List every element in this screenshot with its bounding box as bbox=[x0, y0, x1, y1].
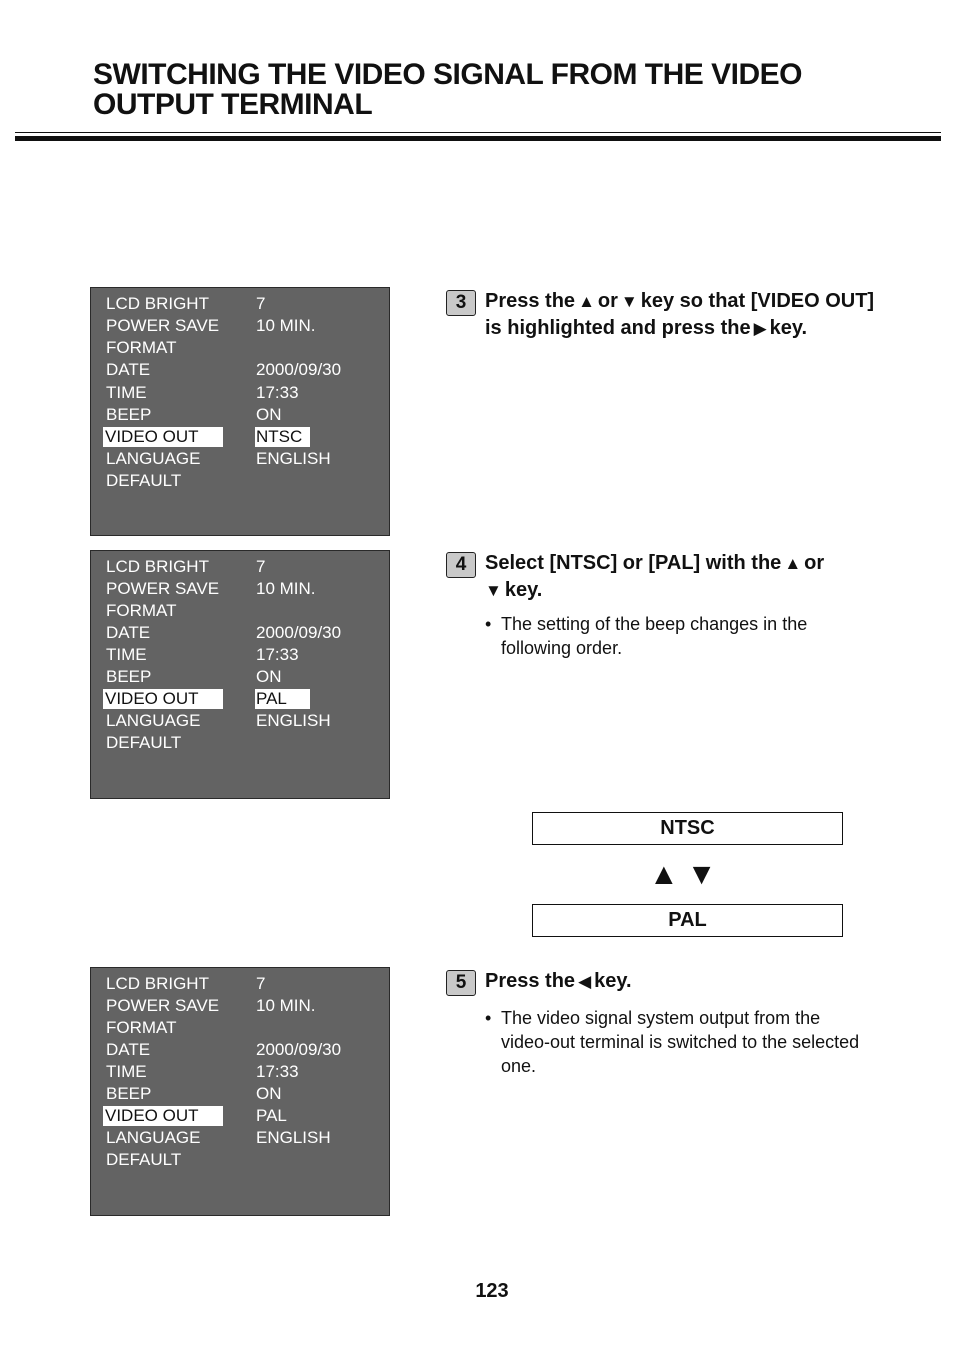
menu-value: 7 bbox=[256, 557, 266, 576]
menu-label: POWER SAVE bbox=[106, 579, 220, 598]
right-triangle-icon: ▶ bbox=[753, 319, 767, 338]
bullet-note bbox=[485, 1006, 865, 1078]
pal-box: PAL bbox=[532, 904, 843, 937]
menu-screen-3 bbox=[90, 967, 390, 1216]
menu-row bbox=[91, 974, 389, 994]
menu-label: BEEP bbox=[106, 667, 152, 686]
menu-label: VIDEO OUT bbox=[103, 1106, 223, 1126]
menu-label: TIME bbox=[106, 383, 147, 402]
title-rule-thick bbox=[15, 136, 941, 141]
menu-label: VIDEO OUT bbox=[103, 689, 223, 709]
step-text: key. bbox=[594, 970, 632, 992]
menu-row bbox=[91, 733, 389, 753]
menu-label: FORMAT bbox=[106, 338, 177, 357]
menu-label: DATE bbox=[106, 360, 151, 379]
menu-value: 10 MIN. bbox=[256, 316, 316, 335]
step-instruction bbox=[485, 968, 895, 995]
menu-label: FORMAT bbox=[106, 1018, 177, 1037]
menu-label: LCD BRIGHT bbox=[106, 294, 209, 313]
step-text: Press the bbox=[485, 290, 576, 312]
menu-label: LANGUAGE bbox=[106, 711, 201, 730]
menu-value: PAL bbox=[256, 1106, 287, 1125]
step-number: 5 bbox=[446, 970, 476, 996]
menu-row-highlighted bbox=[91, 689, 389, 709]
bullet-text: The setting of the beep changes in the following order. bbox=[501, 614, 808, 658]
bullet-icon: • bbox=[485, 1008, 492, 1028]
menu-screen-1 bbox=[90, 287, 390, 536]
menu-row bbox=[91, 1128, 389, 1148]
bullet-note bbox=[485, 612, 865, 660]
step-text: Select [NTSC] or [PAL] with the bbox=[485, 552, 782, 574]
menu-row-highlighted bbox=[91, 427, 389, 447]
menu-label: LCD BRIGHT bbox=[106, 557, 209, 576]
up-triangle-icon: ▲ bbox=[578, 292, 595, 311]
step-text: key. bbox=[769, 317, 808, 339]
page-number: 123 bbox=[475, 1280, 509, 1302]
menu-value: ENGLISH bbox=[256, 711, 331, 730]
menu-row bbox=[91, 667, 389, 687]
page-title: SWITCHING THE VIDEO SIGNAL FROM THE VIDEO OUTPUT TERMINAL bbox=[93, 58, 802, 121]
menu-row bbox=[91, 360, 389, 380]
menu-label: DEFAULT bbox=[106, 1150, 182, 1169]
menu-row bbox=[91, 1084, 389, 1104]
menu-label: POWER SAVE bbox=[106, 996, 220, 1015]
menu-row bbox=[91, 1150, 389, 1170]
menu-label: DEFAULT bbox=[106, 733, 182, 752]
menu-value-selected: PAL bbox=[255, 689, 310, 709]
menu-row bbox=[91, 1018, 389, 1038]
menu-row bbox=[91, 405, 389, 425]
step-instruction bbox=[485, 288, 895, 342]
step-text: or bbox=[804, 552, 825, 574]
bullet-icon: • bbox=[485, 614, 492, 634]
step-number: 4 bbox=[446, 552, 476, 578]
menu-row bbox=[91, 1040, 389, 1060]
menu-label: DATE bbox=[106, 1040, 151, 1059]
menu-row bbox=[91, 579, 389, 599]
menu-label: LCD BRIGHT bbox=[106, 974, 209, 993]
menu-value: 10 MIN. bbox=[256, 996, 316, 1015]
menu-label: TIME bbox=[106, 1062, 147, 1081]
menu-value: 7 bbox=[256, 974, 266, 993]
menu-screen-2 bbox=[90, 550, 390, 799]
menu-label: LANGUAGE bbox=[106, 449, 201, 468]
menu-label: BEEP bbox=[106, 405, 152, 424]
menu-row bbox=[91, 449, 389, 469]
up-triangle-icon: ▲ bbox=[649, 858, 679, 891]
menu-label: DEFAULT bbox=[106, 471, 182, 490]
menu-label: POWER SAVE bbox=[106, 316, 220, 335]
step-number: 3 bbox=[446, 290, 476, 316]
step-text: key so that [VIDEO OUT] is highlighted and press the bbox=[485, 290, 875, 339]
down-triangle-icon: ▼ bbox=[485, 581, 502, 600]
menu-value-selected: NTSC bbox=[255, 427, 310, 447]
menu-value: 10 MIN. bbox=[256, 579, 316, 598]
menu-label: BEEP bbox=[106, 1084, 152, 1103]
menu-value: ENGLISH bbox=[256, 449, 331, 468]
bullet-text: The video signal system output from the video-out terminal is switched to the selected one. bbox=[501, 1008, 860, 1076]
menu-label: DATE bbox=[106, 623, 151, 642]
menu-value: 2000/09/30 bbox=[256, 1040, 342, 1059]
menu-label: FORMAT bbox=[106, 601, 177, 620]
toggle-arrows bbox=[645, 858, 720, 892]
menu-value: 17:33 bbox=[256, 383, 299, 402]
menu-value: 17:33 bbox=[256, 1062, 299, 1081]
menu-row bbox=[91, 711, 389, 731]
menu-label: VIDEO OUT bbox=[103, 427, 223, 447]
menu-row bbox=[91, 338, 389, 358]
menu-row bbox=[91, 383, 389, 403]
menu-row-highlighted bbox=[91, 1106, 389, 1126]
menu-row bbox=[91, 601, 389, 621]
ntsc-box: NTSC bbox=[532, 812, 843, 845]
step-instruction bbox=[485, 550, 895, 604]
step-text: or bbox=[597, 290, 618, 312]
menu-label: TIME bbox=[106, 645, 147, 664]
menu-label: LANGUAGE bbox=[106, 1128, 201, 1147]
step-text: Press the bbox=[485, 970, 576, 992]
left-triangle-icon: ◀ bbox=[578, 972, 592, 991]
menu-value: 17:33 bbox=[256, 645, 299, 664]
down-triangle-icon: ▼ bbox=[620, 292, 638, 311]
menu-row bbox=[91, 623, 389, 643]
up-triangle-icon: ▲ bbox=[784, 554, 802, 573]
menu-value: ON bbox=[256, 1084, 282, 1103]
down-triangle-icon: ▼ bbox=[686, 858, 717, 891]
menu-row bbox=[91, 294, 389, 314]
menu-row bbox=[91, 996, 389, 1016]
menu-value: ENGLISH bbox=[256, 1128, 331, 1147]
menu-value: ON bbox=[256, 405, 282, 424]
menu-row bbox=[91, 471, 389, 491]
menu-value: 7 bbox=[256, 294, 266, 313]
menu-row bbox=[91, 316, 389, 336]
step-text: key. bbox=[504, 579, 543, 601]
menu-value: ON bbox=[256, 667, 282, 686]
menu-row bbox=[91, 557, 389, 577]
menu-row bbox=[91, 645, 389, 665]
menu-value: 2000/09/30 bbox=[256, 623, 342, 642]
menu-row bbox=[91, 1062, 389, 1082]
title-rule-thin bbox=[15, 132, 941, 133]
menu-value: 2000/09/30 bbox=[256, 360, 342, 379]
